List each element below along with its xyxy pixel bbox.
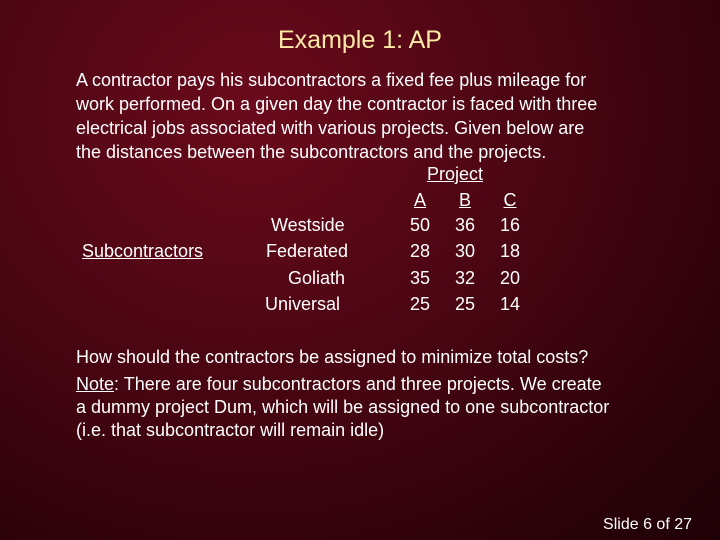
note-label: Note <box>76 374 115 394</box>
column-header-c: C <box>503 190 517 210</box>
column-header-b: B <box>458 190 471 210</box>
table-cell: 14 <box>499 294 521 314</box>
slide-title: Example 1: AP <box>278 26 442 54</box>
note-line-2: a dummy project Dum, which will be assigned to one subcontractor <box>76 397 610 417</box>
row-name-universal: Universal <box>265 294 341 314</box>
row-name-federated: Federated <box>266 241 349 261</box>
intro-line-3: electrical jobs associated with various projects. Given below are <box>76 118 585 138</box>
table-cell: 25 <box>454 294 476 314</box>
note-line-3: (i.e. that subcontractor will remain idle) <box>76 420 385 440</box>
row-name-goliath: Goliath <box>288 268 346 288</box>
table-cell: 32 <box>454 268 476 288</box>
table-cell: 35 <box>409 268 431 288</box>
row-group-label: Subcontractors <box>82 241 204 261</box>
slide-number: Slide 6 of 27 <box>603 516 692 533</box>
row-name-westside: Westside <box>271 215 345 235</box>
question-text: How should the contractors be assigned to minimize total costs? <box>76 347 589 367</box>
table-cell: 30 <box>454 241 476 261</box>
table-cell: 18 <box>499 241 521 261</box>
intro-line-1: A contractor pays his subcontractors a fixed fee plus mileage for <box>76 70 587 90</box>
intro-line-4: the distances between the subcontractors and the projects. <box>76 142 547 162</box>
project-header: Project <box>427 164 484 184</box>
intro-line-2: work performed. On a given day the contractor is faced with three <box>76 94 598 114</box>
table-cell: 25 <box>409 294 431 314</box>
note-text: : There are four subcontractors and three projects. We create <box>114 374 602 394</box>
table-cell: 16 <box>499 215 521 235</box>
table-cell: 28 <box>409 241 431 261</box>
table-cell: 36 <box>454 215 476 235</box>
note-line-1 <box>76 374 602 395</box>
column-header-a: A <box>413 190 426 210</box>
table-cell: 20 <box>499 268 521 288</box>
table-cell: 50 <box>409 215 431 235</box>
